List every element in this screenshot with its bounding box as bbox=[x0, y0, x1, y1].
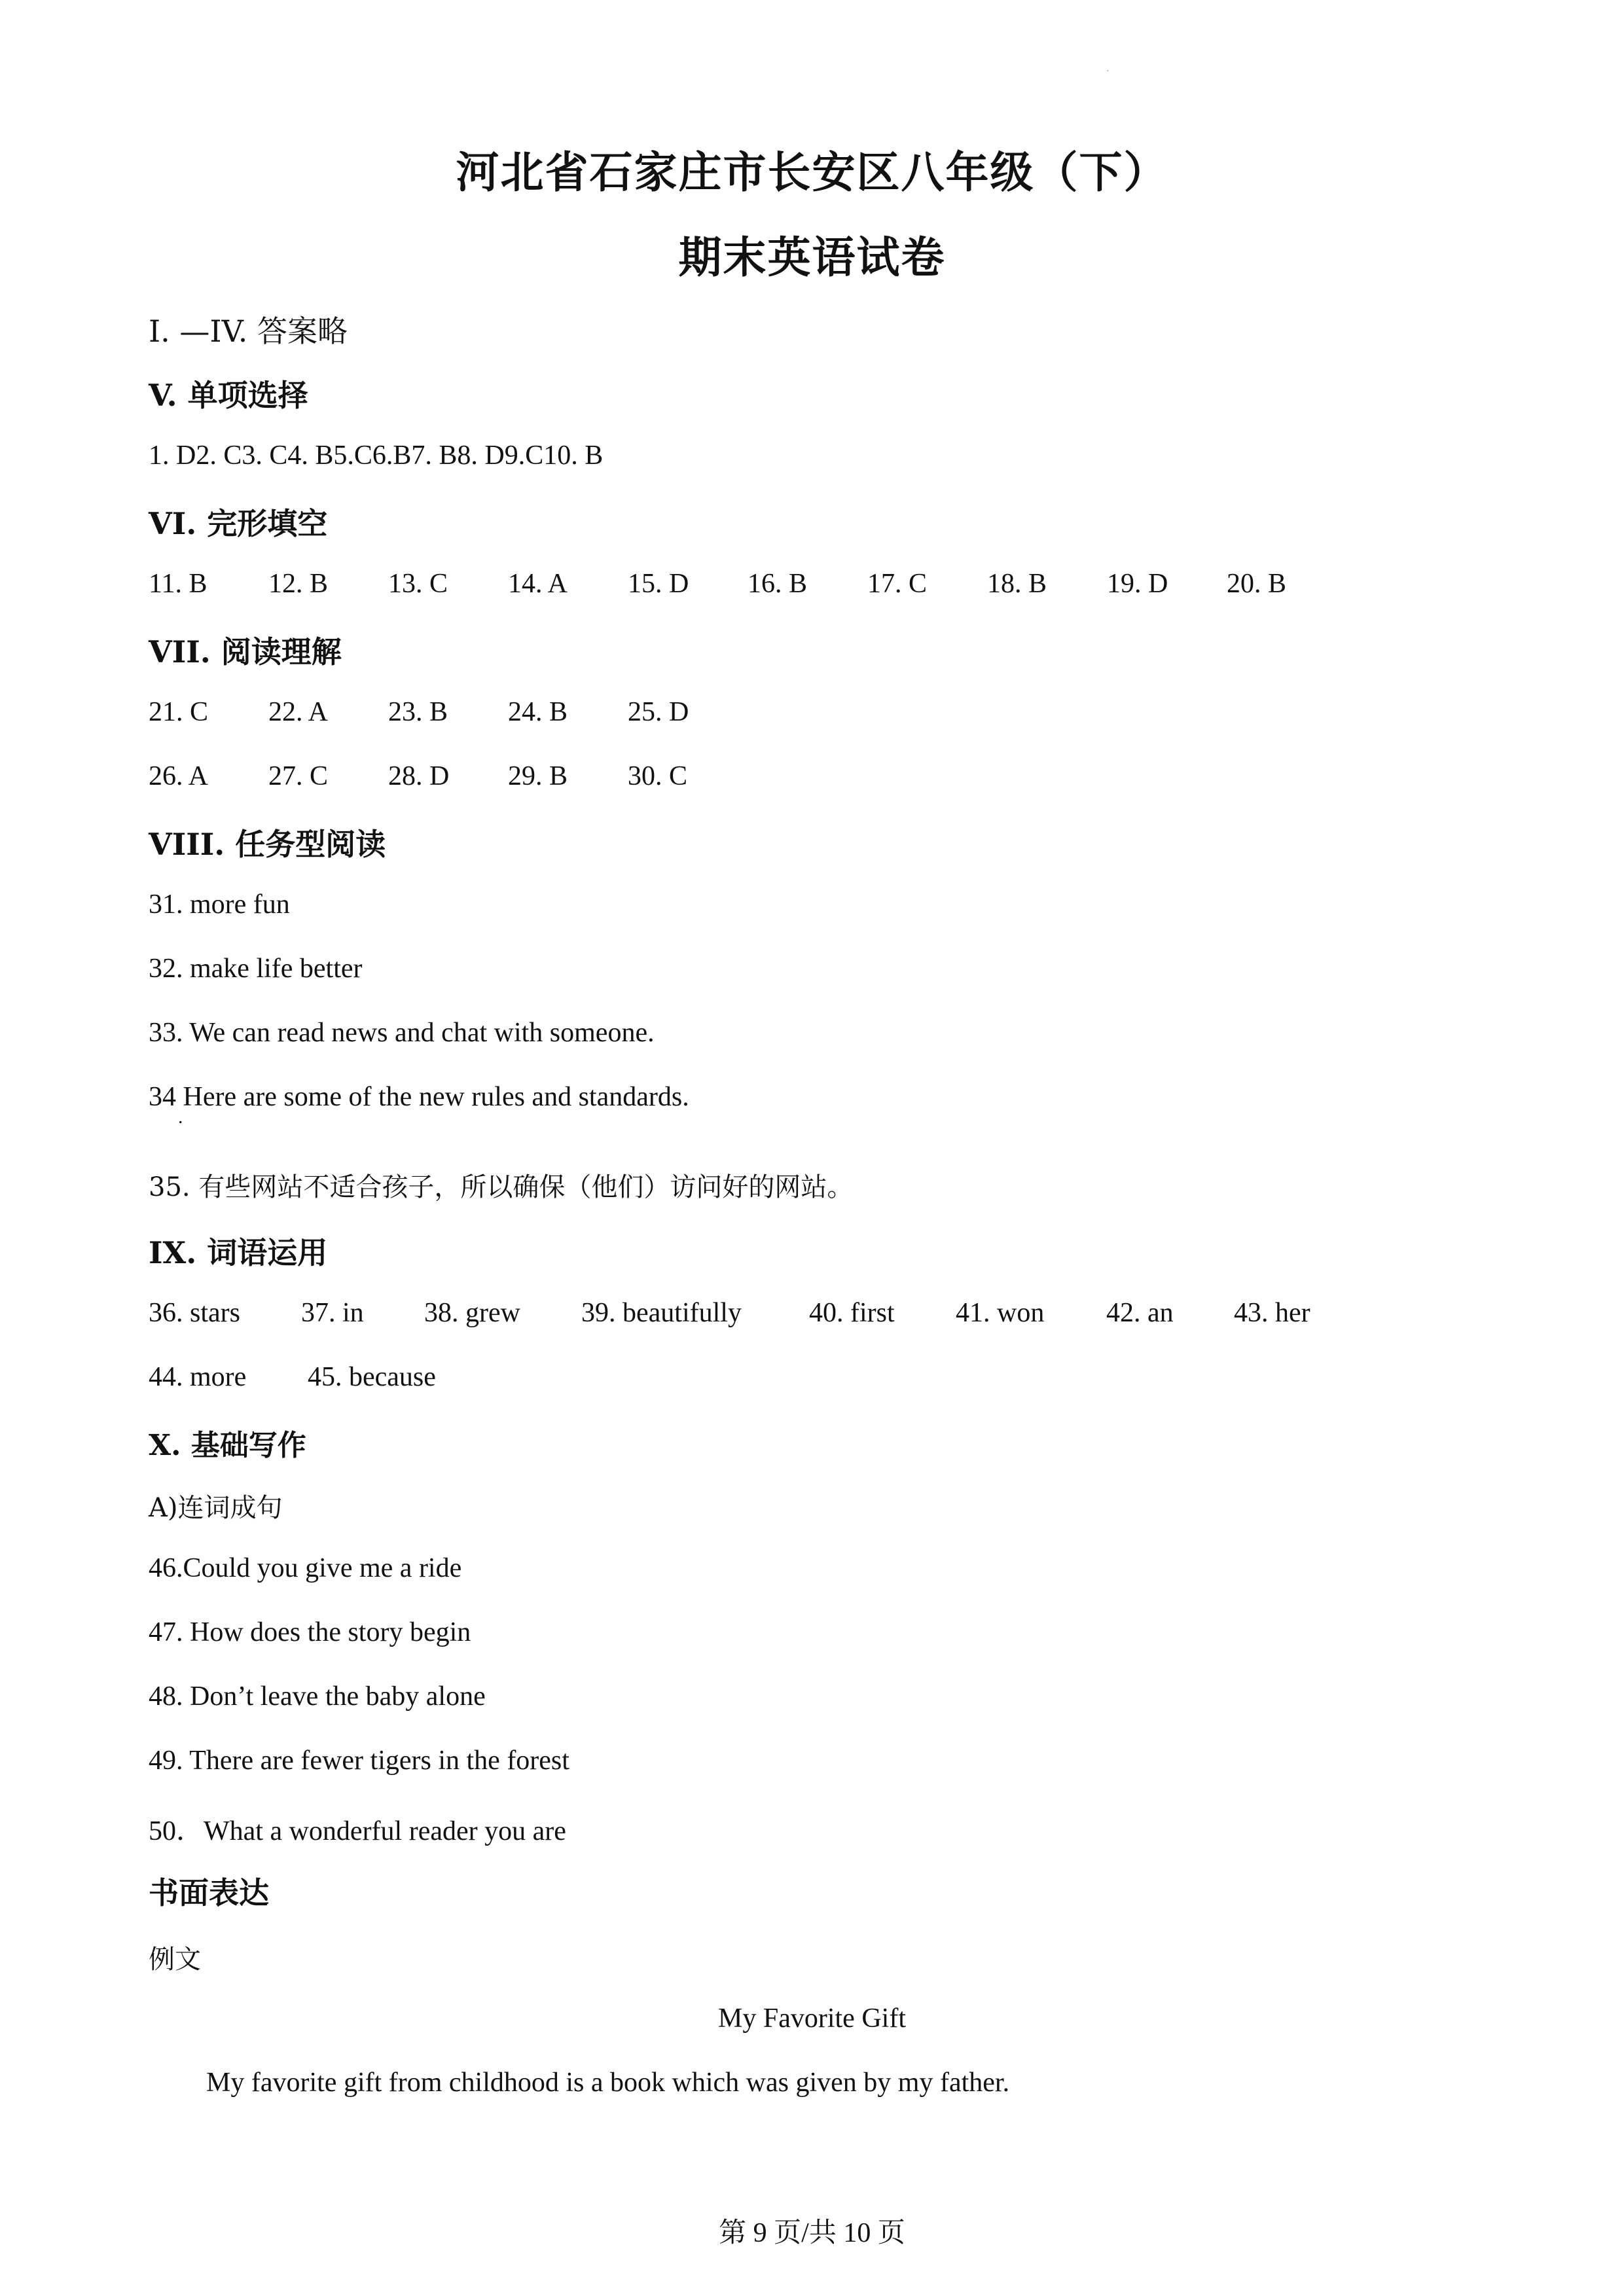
section-x-subheading: A)连词成句 bbox=[149, 1493, 283, 1523]
answer-46: 46.Could you give me a ride bbox=[149, 1553, 462, 1583]
corner-mark: . bbox=[1106, 60, 1110, 75]
answer-item: 27. C bbox=[268, 761, 329, 791]
section-v-heading: V. 单项选择 bbox=[149, 378, 308, 413]
writing-heading: 书面表达 bbox=[149, 1875, 269, 1910]
answer-item: 16. B bbox=[748, 569, 808, 599]
answer-48: 48. Don’t leave the baby alone bbox=[149, 1681, 486, 1712]
page-title: 河北省石家庄市长安区八年级（下） bbox=[456, 147, 1168, 198]
answer-item: 26. A bbox=[149, 761, 209, 791]
answer-item: 42. an bbox=[1106, 1298, 1174, 1328]
answer-item: 11. B bbox=[149, 569, 208, 599]
section-ix-heading: IX. 词语运用 bbox=[149, 1235, 328, 1270]
answer-33: 33. We can read news and chat with someone. bbox=[149, 1018, 655, 1048]
stray-mark: . bbox=[178, 1106, 183, 1128]
answer-item: 21. C bbox=[149, 697, 209, 727]
answer-35: 35. 有些网站不适合孩子，所以确保（他们）访问好的网站。 bbox=[149, 1172, 854, 1202]
section-v-answers: 1. D2. C3. C4. B5.C6.B7. B8. D9.C10. B bbox=[149, 440, 604, 471]
page-subtitle: 期末英语试卷 bbox=[678, 232, 946, 283]
section-vii-heading: VII. 阅读理解 bbox=[149, 634, 342, 670]
answer-item: 14. A bbox=[508, 569, 568, 599]
answer-49: 49. There are fewer tigers in the forest bbox=[149, 1746, 569, 1776]
answer-item: 36. stars bbox=[149, 1298, 240, 1328]
answer-item: 41. won bbox=[956, 1298, 1045, 1328]
answer-47: 47. How does the story begin bbox=[149, 1617, 471, 1647]
answer-item: 25. D bbox=[628, 697, 689, 727]
essay-paragraph: My favorite gift from childhood is a book which was given by my father. bbox=[206, 2068, 1010, 2098]
section-viii-heading: VIII. 任务型阅读 bbox=[149, 827, 386, 862]
answer-item: 29. B bbox=[508, 761, 568, 791]
answer-item: 40. first bbox=[809, 1298, 895, 1328]
section-x-heading: X. 基础写作 bbox=[149, 1429, 306, 1462]
sample-label: 例文 bbox=[149, 1945, 201, 1975]
answer-50: 50．What a wonderful reader you are bbox=[149, 1816, 566, 1846]
answer-item: 15. D bbox=[628, 569, 689, 599]
answer-item: 24. B bbox=[508, 697, 568, 727]
answer-34: 34 Here are some of the new rules and standards. bbox=[149, 1082, 689, 1112]
answer-32: 32. make life better bbox=[149, 954, 363, 984]
section-i-iv-heading: I. —IV. 答案略 bbox=[149, 314, 348, 349]
answer-item: 19. D bbox=[1107, 569, 1168, 599]
answer-item: 22. A bbox=[268, 697, 329, 727]
answer-item: 17. C bbox=[867, 569, 928, 599]
answer-item: 43. her bbox=[1234, 1298, 1310, 1328]
answer-item: 45. because bbox=[308, 1362, 436, 1392]
answer-31: 31. more fun bbox=[149, 889, 290, 920]
answer-item: 13. C bbox=[388, 569, 448, 599]
answer-item: 28. D bbox=[388, 761, 450, 791]
section-vi-heading: VI. 完形填空 bbox=[149, 506, 328, 541]
answer-item: 18. B bbox=[987, 569, 1047, 599]
answer-item: 44. more bbox=[149, 1362, 247, 1392]
answer-item: 39. beautifully bbox=[581, 1298, 742, 1328]
answer-item: 12. B bbox=[268, 569, 329, 599]
answer-item: 23. B bbox=[388, 697, 448, 727]
essay-title: My Favorite Gift bbox=[718, 2003, 906, 2034]
answer-item: 38. grew bbox=[424, 1298, 520, 1328]
answer-item: 20. B bbox=[1227, 569, 1287, 599]
page-number: 第 9 页/共 10 页 bbox=[719, 2218, 905, 2248]
answer-item: 30. C bbox=[628, 761, 688, 791]
answer-item: 37. in bbox=[301, 1298, 364, 1328]
